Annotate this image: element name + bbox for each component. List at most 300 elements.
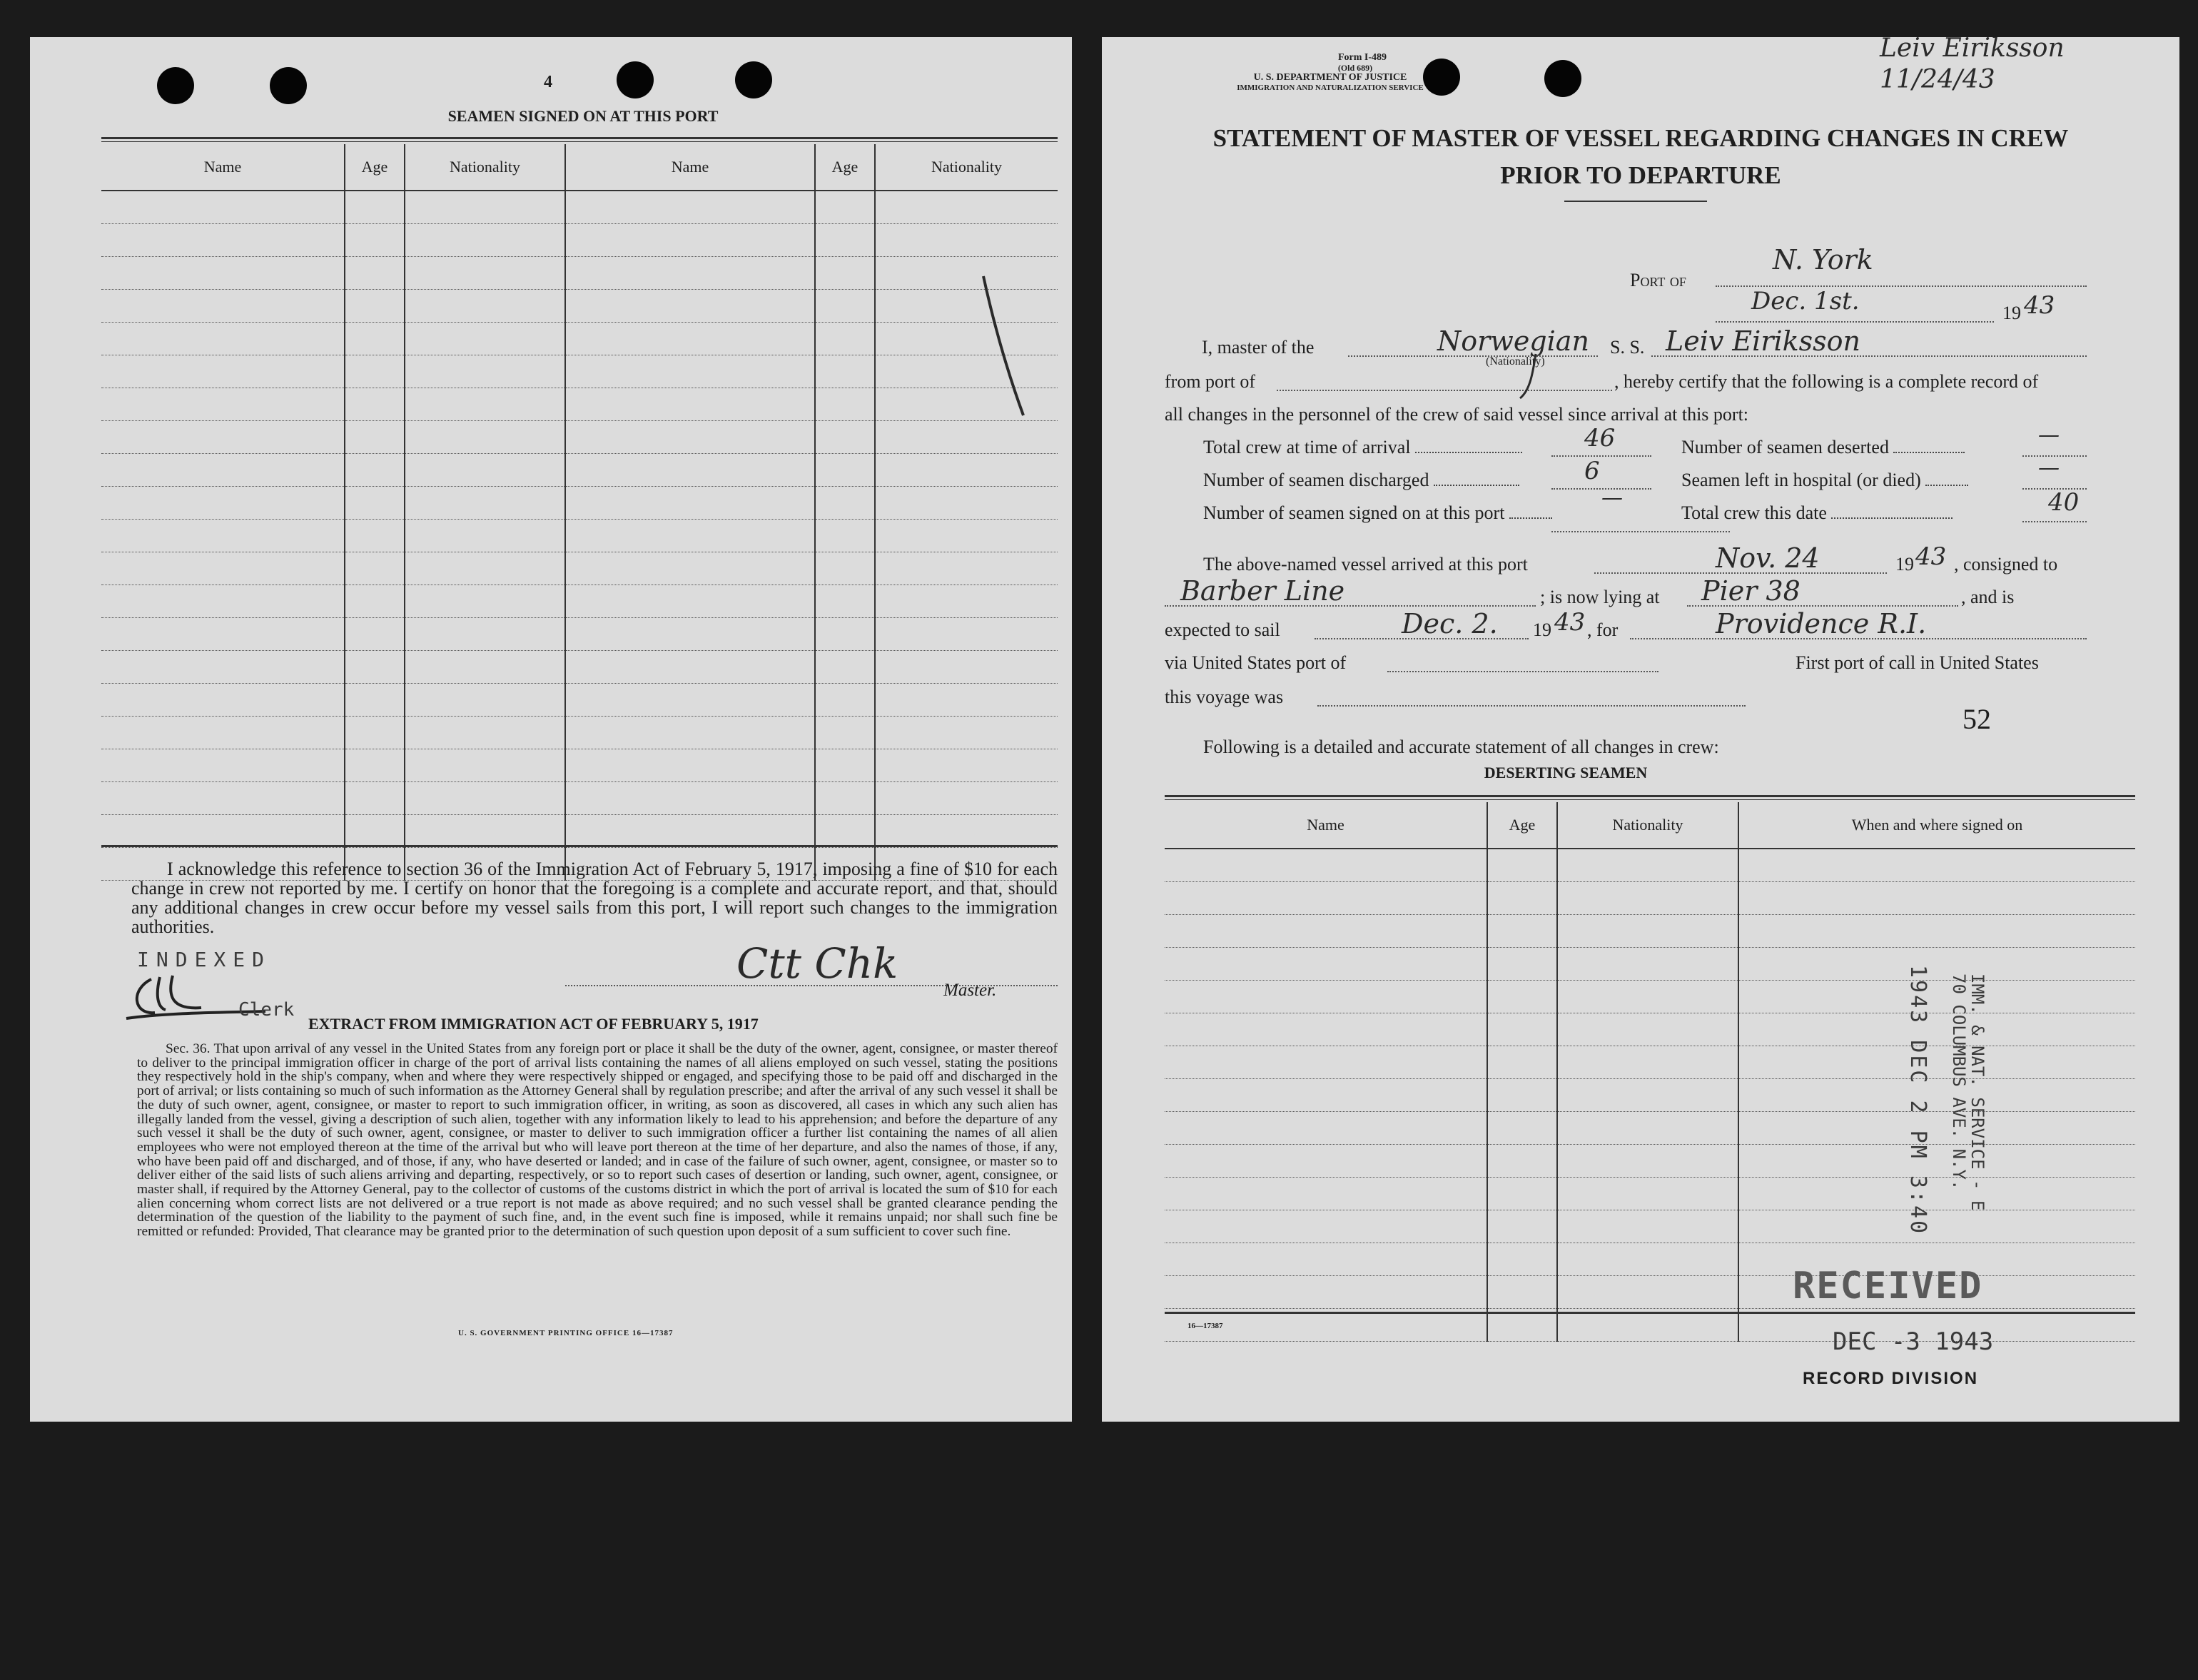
table-cell <box>1738 915 2135 948</box>
table-cell <box>815 191 875 224</box>
table-cell <box>1557 1276 1738 1309</box>
table-cell <box>101 684 345 717</box>
table-cell <box>565 191 815 224</box>
table-row <box>1165 915 2135 948</box>
table-cell <box>1165 948 1487 981</box>
table-cell <box>875 388 1058 421</box>
table-cell <box>345 224 405 257</box>
table-cell <box>345 585 405 618</box>
table-cell <box>1487 1046 1557 1079</box>
rule <box>101 137 1058 139</box>
table-row <box>1165 1079 2135 1112</box>
table-cell <box>565 749 815 782</box>
table-cell <box>815 257 875 290</box>
table-cell <box>101 651 345 684</box>
field-line <box>1594 572 1887 574</box>
table-cell <box>1487 981 1557 1013</box>
table-cell <box>1487 1079 1557 1112</box>
rule <box>101 845 1058 847</box>
col-header-age: Age <box>815 144 875 191</box>
col-header-age: Age <box>345 144 405 191</box>
table-cell <box>565 487 815 520</box>
table-row <box>101 323 1058 355</box>
table-cell <box>565 290 815 323</box>
table-cell <box>875 454 1058 487</box>
punch-hole <box>735 61 772 98</box>
table-cell <box>815 618 875 651</box>
table-cell <box>345 290 405 323</box>
table-cell <box>815 749 875 782</box>
table-cell <box>101 749 345 782</box>
total-crew-arrival-text: Total crew at time of arrival <box>1203 437 1411 457</box>
table-cell <box>101 224 345 257</box>
punch-hole <box>270 67 307 104</box>
table-row <box>1165 849 2135 882</box>
table-cell <box>345 323 405 355</box>
table-cell <box>405 749 565 782</box>
table-cell <box>1738 981 2135 1013</box>
table-cell <box>405 684 565 717</box>
table-cell <box>565 257 815 290</box>
date-value: Dec. 1st. <box>1751 287 1860 315</box>
signed-on-title: SEAMEN SIGNED ON AT THIS PORT <box>447 107 719 125</box>
master-label: Master. <box>943 981 997 1000</box>
table-cell <box>1557 948 1738 981</box>
table-cell <box>345 388 405 421</box>
stamp-date-line: 1943 DEC 2 PM 3:40 <box>1905 965 1930 1236</box>
table-cell <box>1165 1112 1487 1145</box>
vertical-stamp <box>1907 965 1928 1235</box>
table-cell <box>101 585 345 618</box>
table-cell <box>565 355 815 388</box>
table-row <box>101 520 1058 552</box>
table-cell <box>405 782 565 815</box>
table-cell <box>815 421 875 454</box>
deserting-title: DESERTING SEAMEN <box>1484 764 1648 781</box>
table-cell <box>1557 915 1738 948</box>
voyage-label: this voyage was <box>1165 687 1284 707</box>
col-header-nationality: Nationality <box>875 144 1058 191</box>
form-number: Form I-489 <box>1337 52 1387 63</box>
table-cell <box>875 421 1058 454</box>
pen-mark <box>979 273 1029 422</box>
ss-value: Leiv Eiriksson <box>1666 325 1861 357</box>
punch-hole <box>1544 60 1581 97</box>
table-cell <box>815 388 875 421</box>
punch-hole <box>157 67 194 104</box>
table-row <box>101 585 1058 618</box>
field-line <box>1551 455 1651 457</box>
table-cell <box>565 552 815 585</box>
deserted-text: Number of seamen deserted <box>1681 437 1889 457</box>
table-cell <box>1738 1145 2135 1178</box>
rule <box>1165 795 2135 797</box>
col-header-name: Name <box>101 144 345 191</box>
table-cell <box>101 191 345 224</box>
table-cell <box>1738 1112 2135 1145</box>
table-cell <box>815 224 875 257</box>
table-cell <box>875 355 1058 388</box>
signed-on-table <box>101 144 1058 881</box>
table-row <box>101 421 1058 454</box>
table-row <box>1165 1013 2135 1046</box>
table-cell <box>405 520 565 552</box>
clerk-label: Clerk <box>238 999 295 1021</box>
table-cell <box>1738 1079 2135 1112</box>
table-cell <box>875 487 1058 520</box>
table-cell <box>815 552 875 585</box>
table-cell <box>101 487 345 520</box>
table-cell <box>1557 849 1738 882</box>
acknowledgement-text: I acknowledge this reference to section 36 of the Immigration Act of February 5, 1917, imposing a fine of $10 for each change in crew not reported by me. I certify on honor that the foregoing is a complete and accurate report, and that, should any additional changes in crew occur before my vessel sails from this port, I will report such changes to the immigration authorities. <box>131 859 1058 937</box>
form-header <box>1187 53 1473 93</box>
table-cell <box>101 520 345 552</box>
table-cell <box>1165 1243 1487 1276</box>
table-cell <box>345 618 405 651</box>
table-cell <box>1487 1243 1557 1276</box>
all-changes-text: all changes in the personnel of the crew of said vessel since arrival at this port: <box>1165 404 1749 425</box>
table-cell <box>1738 882 2135 915</box>
table-cell <box>101 782 345 815</box>
hospital-text: Seamen left in hospital (or died) <box>1681 470 1921 490</box>
table-cell <box>1165 882 1487 915</box>
table-row <box>1165 1243 2135 1276</box>
table-cell <box>815 454 875 487</box>
table-cell <box>345 782 405 815</box>
table-cell <box>405 290 565 323</box>
footer-code: 16—17387 <box>1187 1322 1223 1330</box>
discharged-text: Number of seamen discharged <box>1203 470 1429 490</box>
for-label: , for <box>1587 619 1619 640</box>
table-cell <box>345 355 405 388</box>
table-cell <box>1165 981 1487 1013</box>
table-cell <box>405 257 565 290</box>
table-cell <box>405 618 565 651</box>
table-cell <box>405 487 565 520</box>
table-row <box>1165 1276 2135 1309</box>
table-row <box>101 749 1058 782</box>
total-date-label <box>1681 502 1953 524</box>
field-line <box>1630 638 2087 639</box>
table-cell <box>1165 1178 1487 1210</box>
table-cell <box>565 454 815 487</box>
table-cell <box>101 421 345 454</box>
table-cell <box>875 224 1058 257</box>
col-header-signed-on: When and where signed on <box>1738 802 2135 849</box>
table-cell <box>875 684 1058 717</box>
table-cell <box>1557 981 1738 1013</box>
arrived-value: Nov. 24 <box>1716 542 1820 574</box>
table-cell <box>815 323 875 355</box>
total-date-value: 40 <box>2048 488 2080 517</box>
from-port-label: from port of <box>1165 371 1256 392</box>
table-row <box>101 191 1058 224</box>
table-cell <box>405 552 565 585</box>
lying-label: ; is now lying at <box>1540 587 1660 607</box>
table-row <box>101 552 1058 585</box>
nationality-value: Norwegian <box>1437 325 1589 357</box>
table-row <box>101 290 1058 323</box>
table-cell <box>405 224 565 257</box>
field-line <box>1716 321 1994 323</box>
arrived-label: The above-named vessel arrived at this port <box>1203 554 1528 575</box>
table-cell <box>815 520 875 552</box>
field-line <box>1277 390 1612 391</box>
table-cell <box>345 421 405 454</box>
field-line <box>1348 355 1598 357</box>
hospital-label <box>1681 470 1968 491</box>
table-row <box>1165 948 2135 981</box>
table-cell <box>345 520 405 552</box>
table-cell <box>345 257 405 290</box>
table-cell <box>345 815 405 848</box>
signed-on-value: — <box>1601 485 1623 510</box>
table-row <box>1165 981 2135 1013</box>
table-cell <box>815 815 875 848</box>
rule <box>1165 799 2135 800</box>
table-cell <box>1165 1013 1487 1046</box>
title-underline <box>1564 201 1707 202</box>
table-cell <box>1487 1013 1557 1046</box>
deserting-table <box>1165 802 2135 1342</box>
table-cell <box>101 257 345 290</box>
table-cell <box>565 618 815 651</box>
form-title <box>1202 120 2080 194</box>
table-cell <box>405 585 565 618</box>
table-cell <box>565 717 815 749</box>
table-cell <box>345 717 405 749</box>
table-row <box>1165 1210 2135 1243</box>
table-cell <box>405 323 565 355</box>
table-cell <box>345 191 405 224</box>
table-cell <box>1738 1046 2135 1079</box>
table-cell <box>565 421 815 454</box>
table-cell <box>815 487 875 520</box>
table-cell <box>565 782 815 815</box>
first-port-label: First port of call in United States <box>1796 652 2039 673</box>
ss-label: S. S. <box>1610 337 1645 358</box>
table-cell <box>405 191 565 224</box>
table-cell <box>1165 1145 1487 1178</box>
master-signature: Ctt Chk <box>736 939 898 988</box>
table-cell <box>1487 915 1557 948</box>
table-cell <box>875 520 1058 552</box>
extract-text: Sec. 36. That upon arrival of any vessel in the United States from any foreign port or place it shall be the duty of the owner, agent, consignee, or master thereof to deliver to the principal immigration officer in charge of the port of arrival lists containing the names of all aliens employed on such vessel, stating the positions they respectively hold in the ship's company, when and where they were respectively shipped or engaged, and specifying those to be paid off and discharged in the port of arrival; or lists containing so much of such information as the Attorney General shall by regulation prescribe; and after the arrival of any such vessel it shall be the duty of such owner, agent, consignee, or master to report to such immigration officer, in writing, as soon as discovered, all cases in which any such alien has illegally landed from the vessel, giving a description of such alien, together with any information likely to lead to his apprehension; and before the departure of any such vessel it shall be the duty of such owner, agent, consignee, or master to deliver to such immigration officer a further list containing the names of all alien employees who were not employed thereon at the time of the arrival but who will leave port thereon at the time of her departure, and also the names of those, if any, who have been paid off and discharged, and of those, if any, who have deserted or landed; and in case of the failure of such owner, agent, consignee, or master so to deliver either of the said lists of such aliens arriving and departing, respectively, or so to report such cases of desertion or landing, such owner, agent, consignee, or master shall, if required by the Attorney General, pay to the collector of customs of the customs district in which the port of arrival is located the sum of $10 for each alien concerning whom correct lists are not delivered or a true report is not made as above required; and no such vessel shall be granted clearance pending the determination of the question of the liability to the payment of such fine, and, in the event such fine is imposed, while it remains unpaid; nor shall such fine be remitted or refunded: Provided, That clearance may be granted prior to the determination of such question upon deposit of a sum sufficient to cover such fine. <box>137 1041 1058 1240</box>
table-cell <box>1738 948 2135 981</box>
table-cell <box>1487 1112 1557 1145</box>
table-cell <box>1738 1210 2135 1243</box>
table-cell <box>565 388 815 421</box>
table-row <box>101 618 1058 651</box>
discharged-value: 6 <box>1584 457 1600 485</box>
table-cell <box>875 257 1058 290</box>
table-cell <box>875 618 1058 651</box>
consigned-label: , consigned to <box>1954 554 2058 575</box>
field-line <box>1315 638 1529 639</box>
table-row <box>1165 1145 2135 1178</box>
master-of-the-label: I, master of the <box>1202 337 1315 358</box>
hospital-value: — <box>2038 455 2060 480</box>
table-row <box>101 815 1058 848</box>
table-row <box>101 224 1058 257</box>
table-cell <box>1165 1079 1487 1112</box>
field-line <box>1165 605 1536 607</box>
table-cell <box>565 651 815 684</box>
table-cell <box>815 782 875 815</box>
port-value: N. York <box>1773 244 1873 275</box>
total-crew-arrival-label <box>1203 437 1522 458</box>
consignee-value: Barber Line <box>1180 575 1345 607</box>
received-date: DEC -3 1943 <box>1833 1327 1994 1356</box>
table-cell <box>815 651 875 684</box>
total-date-text: Total crew this date <box>1681 502 1827 523</box>
table-row <box>101 257 1058 290</box>
table-cell <box>1165 849 1487 882</box>
right-page <box>1102 37 2179 1422</box>
title-line-1: STATEMENT OF MASTER OF VESSEL REGARDING CHANGES IN CREW <box>1212 124 2069 152</box>
lying-value: Pier 38 <box>1701 575 1801 607</box>
arrived-year-prefix: 19 <box>1895 554 1914 575</box>
handwritten-top: Leiv Eiriksson 11/24/43 <box>1880 37 2065 94</box>
table-cell <box>815 290 875 323</box>
table-cell <box>1738 1178 2135 1210</box>
table-cell <box>101 454 345 487</box>
department: U. S. DEPARTMENT OF JUSTICE <box>1253 72 1407 83</box>
table-cell <box>1487 1145 1557 1178</box>
table-row <box>101 454 1058 487</box>
col-header-name: Name <box>565 144 815 191</box>
table-cell <box>815 684 875 717</box>
table-cell <box>1557 1243 1738 1276</box>
left-page <box>30 37 1072 1422</box>
table-cell <box>405 355 565 388</box>
col-header-nationality: Nationality <box>405 144 565 191</box>
year-value: 43 <box>2024 291 2055 320</box>
table-cell <box>875 782 1058 815</box>
table-row <box>101 355 1058 388</box>
table-cell <box>405 421 565 454</box>
table-cell <box>405 454 565 487</box>
table-cell <box>875 717 1058 749</box>
table-cell <box>815 717 875 749</box>
table-cell <box>101 290 345 323</box>
table-cell <box>101 323 345 355</box>
table-cell <box>815 355 875 388</box>
table-cell <box>1738 1013 2135 1046</box>
table-row <box>101 717 1058 749</box>
table-row <box>101 487 1058 520</box>
col-header-age: Age <box>1487 802 1557 849</box>
rule <box>1165 1312 2135 1314</box>
table-cell <box>345 487 405 520</box>
col-header-name: Name <box>1165 802 1487 849</box>
printer-line: U. S. GOVERNMENT PRINTING OFFICE 16—17387 <box>458 1329 674 1337</box>
table-cell <box>101 355 345 388</box>
received-stamp: RECEIVED <box>1793 1265 1983 1307</box>
signed-on-text: Number of seamen signed on at this port <box>1203 502 1505 523</box>
table-cell <box>101 388 345 421</box>
table-cell <box>565 684 815 717</box>
table-cell <box>101 815 345 848</box>
field-line <box>1687 605 1958 607</box>
table-cell <box>875 290 1058 323</box>
expected-value: Dec. 2. <box>1402 608 1498 639</box>
table-row <box>1165 882 2135 915</box>
table-cell <box>565 323 815 355</box>
number-52: 52 <box>1962 703 1991 735</box>
table-cell <box>1487 1178 1557 1210</box>
table-cell <box>1165 915 1487 948</box>
table-cell <box>345 749 405 782</box>
table-cell <box>1557 1013 1738 1046</box>
punch-hole <box>617 61 654 98</box>
table-cell <box>1487 948 1557 981</box>
table-cell <box>345 454 405 487</box>
table-cell <box>1165 1276 1487 1309</box>
table-cell <box>101 552 345 585</box>
table-cell <box>565 520 815 552</box>
title-line-2: PRIOR TO DEPARTURE <box>1500 161 1781 189</box>
indexed-stamp: INDEXED <box>137 948 272 971</box>
table-cell <box>1557 1145 1738 1178</box>
table-cell <box>405 651 565 684</box>
via-label: via United States port of <box>1165 652 1347 673</box>
for-value: Providence R.I. <box>1716 608 1927 639</box>
pen-stroke <box>1516 351 1544 401</box>
table-cell <box>1487 849 1557 882</box>
year-prefix: 19 <box>2002 303 2021 323</box>
table-cell <box>1557 1112 1738 1145</box>
deserted-label <box>1681 437 1965 458</box>
table-row <box>1165 1046 2135 1079</box>
service: IMMIGRATION AND NATURALIZATION SERVICE <box>1237 84 1424 92</box>
table-cell <box>1557 1079 1738 1112</box>
certify-text: , hereby certify that the following is a complete record of <box>1614 371 2039 392</box>
table-cell <box>1557 1178 1738 1210</box>
table-cell <box>815 585 875 618</box>
page-number: 4 <box>544 73 552 91</box>
expected-year: 43 <box>1554 608 1586 637</box>
record-division-stamp: RECORD DIVISION <box>1803 1369 1979 1388</box>
port-label: Port of <box>1630 270 1686 290</box>
table-cell <box>345 651 405 684</box>
table-cell <box>345 684 405 717</box>
table-cell <box>1557 1046 1738 1079</box>
table-cell <box>875 323 1058 355</box>
following-text: Following is a detailed and accurate statement of all changes in crew: <box>1203 737 1719 757</box>
table-cell <box>345 552 405 585</box>
table-cell <box>405 717 565 749</box>
stamp-service-line: IMM. & NAT. SERVICE - E <box>1967 973 1987 1211</box>
rule <box>101 141 1058 142</box>
table-cell <box>1557 1210 1738 1243</box>
field-line <box>1387 671 1658 672</box>
table-cell <box>101 618 345 651</box>
table-cell <box>565 585 815 618</box>
extract-title: EXTRACT FROM IMMIGRATION ACT OF FEBRUARY 5, 1917 <box>308 1015 759 1033</box>
table-row <box>1165 1178 2135 1210</box>
nationality-caption: (Nationality) <box>1486 355 1545 368</box>
table-row <box>101 684 1058 717</box>
discharged-label <box>1203 470 1519 491</box>
table-cell <box>565 815 815 848</box>
field-line <box>1551 531 1730 532</box>
table-row <box>101 782 1058 815</box>
field-line <box>1651 355 2087 357</box>
table-cell <box>1487 1210 1557 1243</box>
table-cell <box>405 388 565 421</box>
table-cell <box>1165 1046 1487 1079</box>
